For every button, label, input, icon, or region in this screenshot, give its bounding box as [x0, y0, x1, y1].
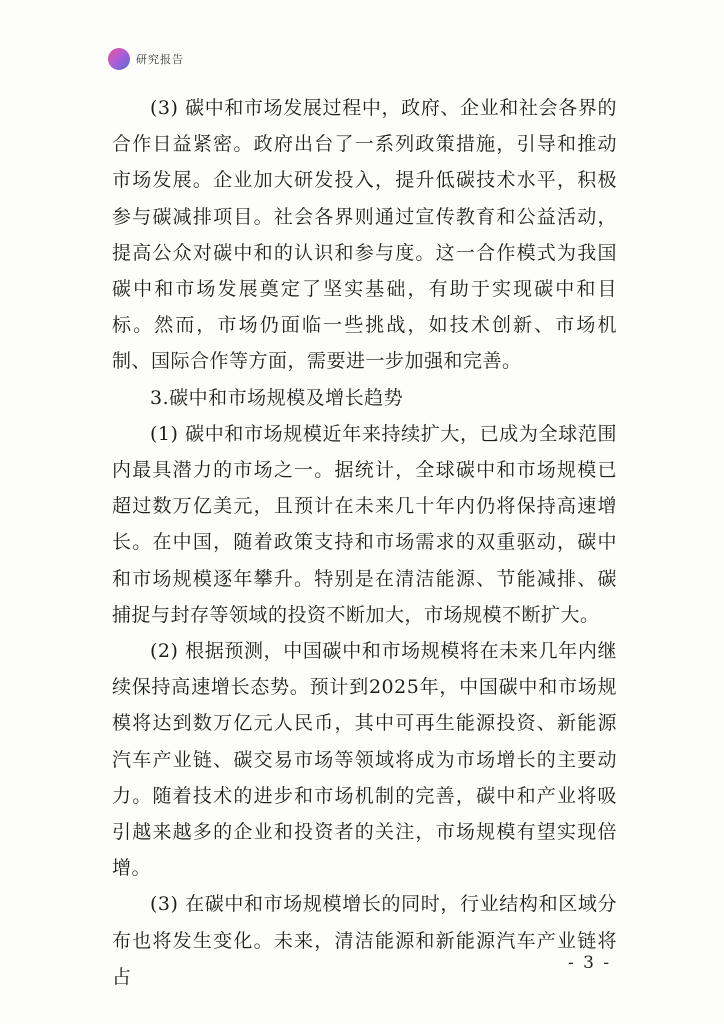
paragraph-market-scale: (1) 碳中和市场规模近年来持续扩大，已成为全球范围内最具潜力的市场之一。据统计，全球碳中和市场规模已超过数万亿美元，且预计在未来几十年内仍将保持高速增长。在中国，随着政策支持和市场需求的双重驱动，碳中和市场规模逐年攀升。特别是在清洁能源、节能减排、碳捕捉与封存等领域的投资不断加大，市场规模不断扩大。 [112, 422, 617, 626]
report-logo-icon [108, 48, 130, 70]
section-heading: 3.碳中和市场规模及增长趋势 [150, 386, 404, 409]
page-number: - 3 - [568, 953, 612, 973]
paragraph-structure: (3) 在碳中和市场规模增长的同时，行业结构和区域分布也将发生变化。未来，清洁能源和新能源汽车产业链将占 [112, 893, 617, 988]
paragraph-forecast: (2) 根据预测，中国碳中和市场规模将在未来几年内继续保持高速增长态势。预计到2025年，中国碳中和市场规模将达到数万亿元人民币，其中可再生能源投资、新能源汽车产业链、碳交易市场等领域将成为市场增长的主要动力。随着技术的进步和市场机制的完善，碳中和产业将吸引越来越多的企业和投资者的关注，市场规模有望实现倍增。 [112, 640, 617, 880]
document-body [112, 90, 617, 995]
paragraph-cooperation: (3) 碳中和市场发展过程中，政府、企业和社会各界的合作日益紧密。政府出台了一系列政策措施，引导和推动市场发展。企业加大研发投入，提升低碳技术水平，积极参与碳减排项目。社会各界则通过宣传教育和公益活动，提高公众对碳中和的认识和参与度。这一合作模式为我国碳中和市场发展奠定了坚实基础，有助于实现碳中和目标。然而，市场仍面临一些挑战，如技术创新、市场机制、国际合作等方面，需要进一步加强和完善。 [112, 97, 617, 373]
header-label: 研究报告 [136, 53, 184, 66]
report-header [108, 48, 184, 70]
